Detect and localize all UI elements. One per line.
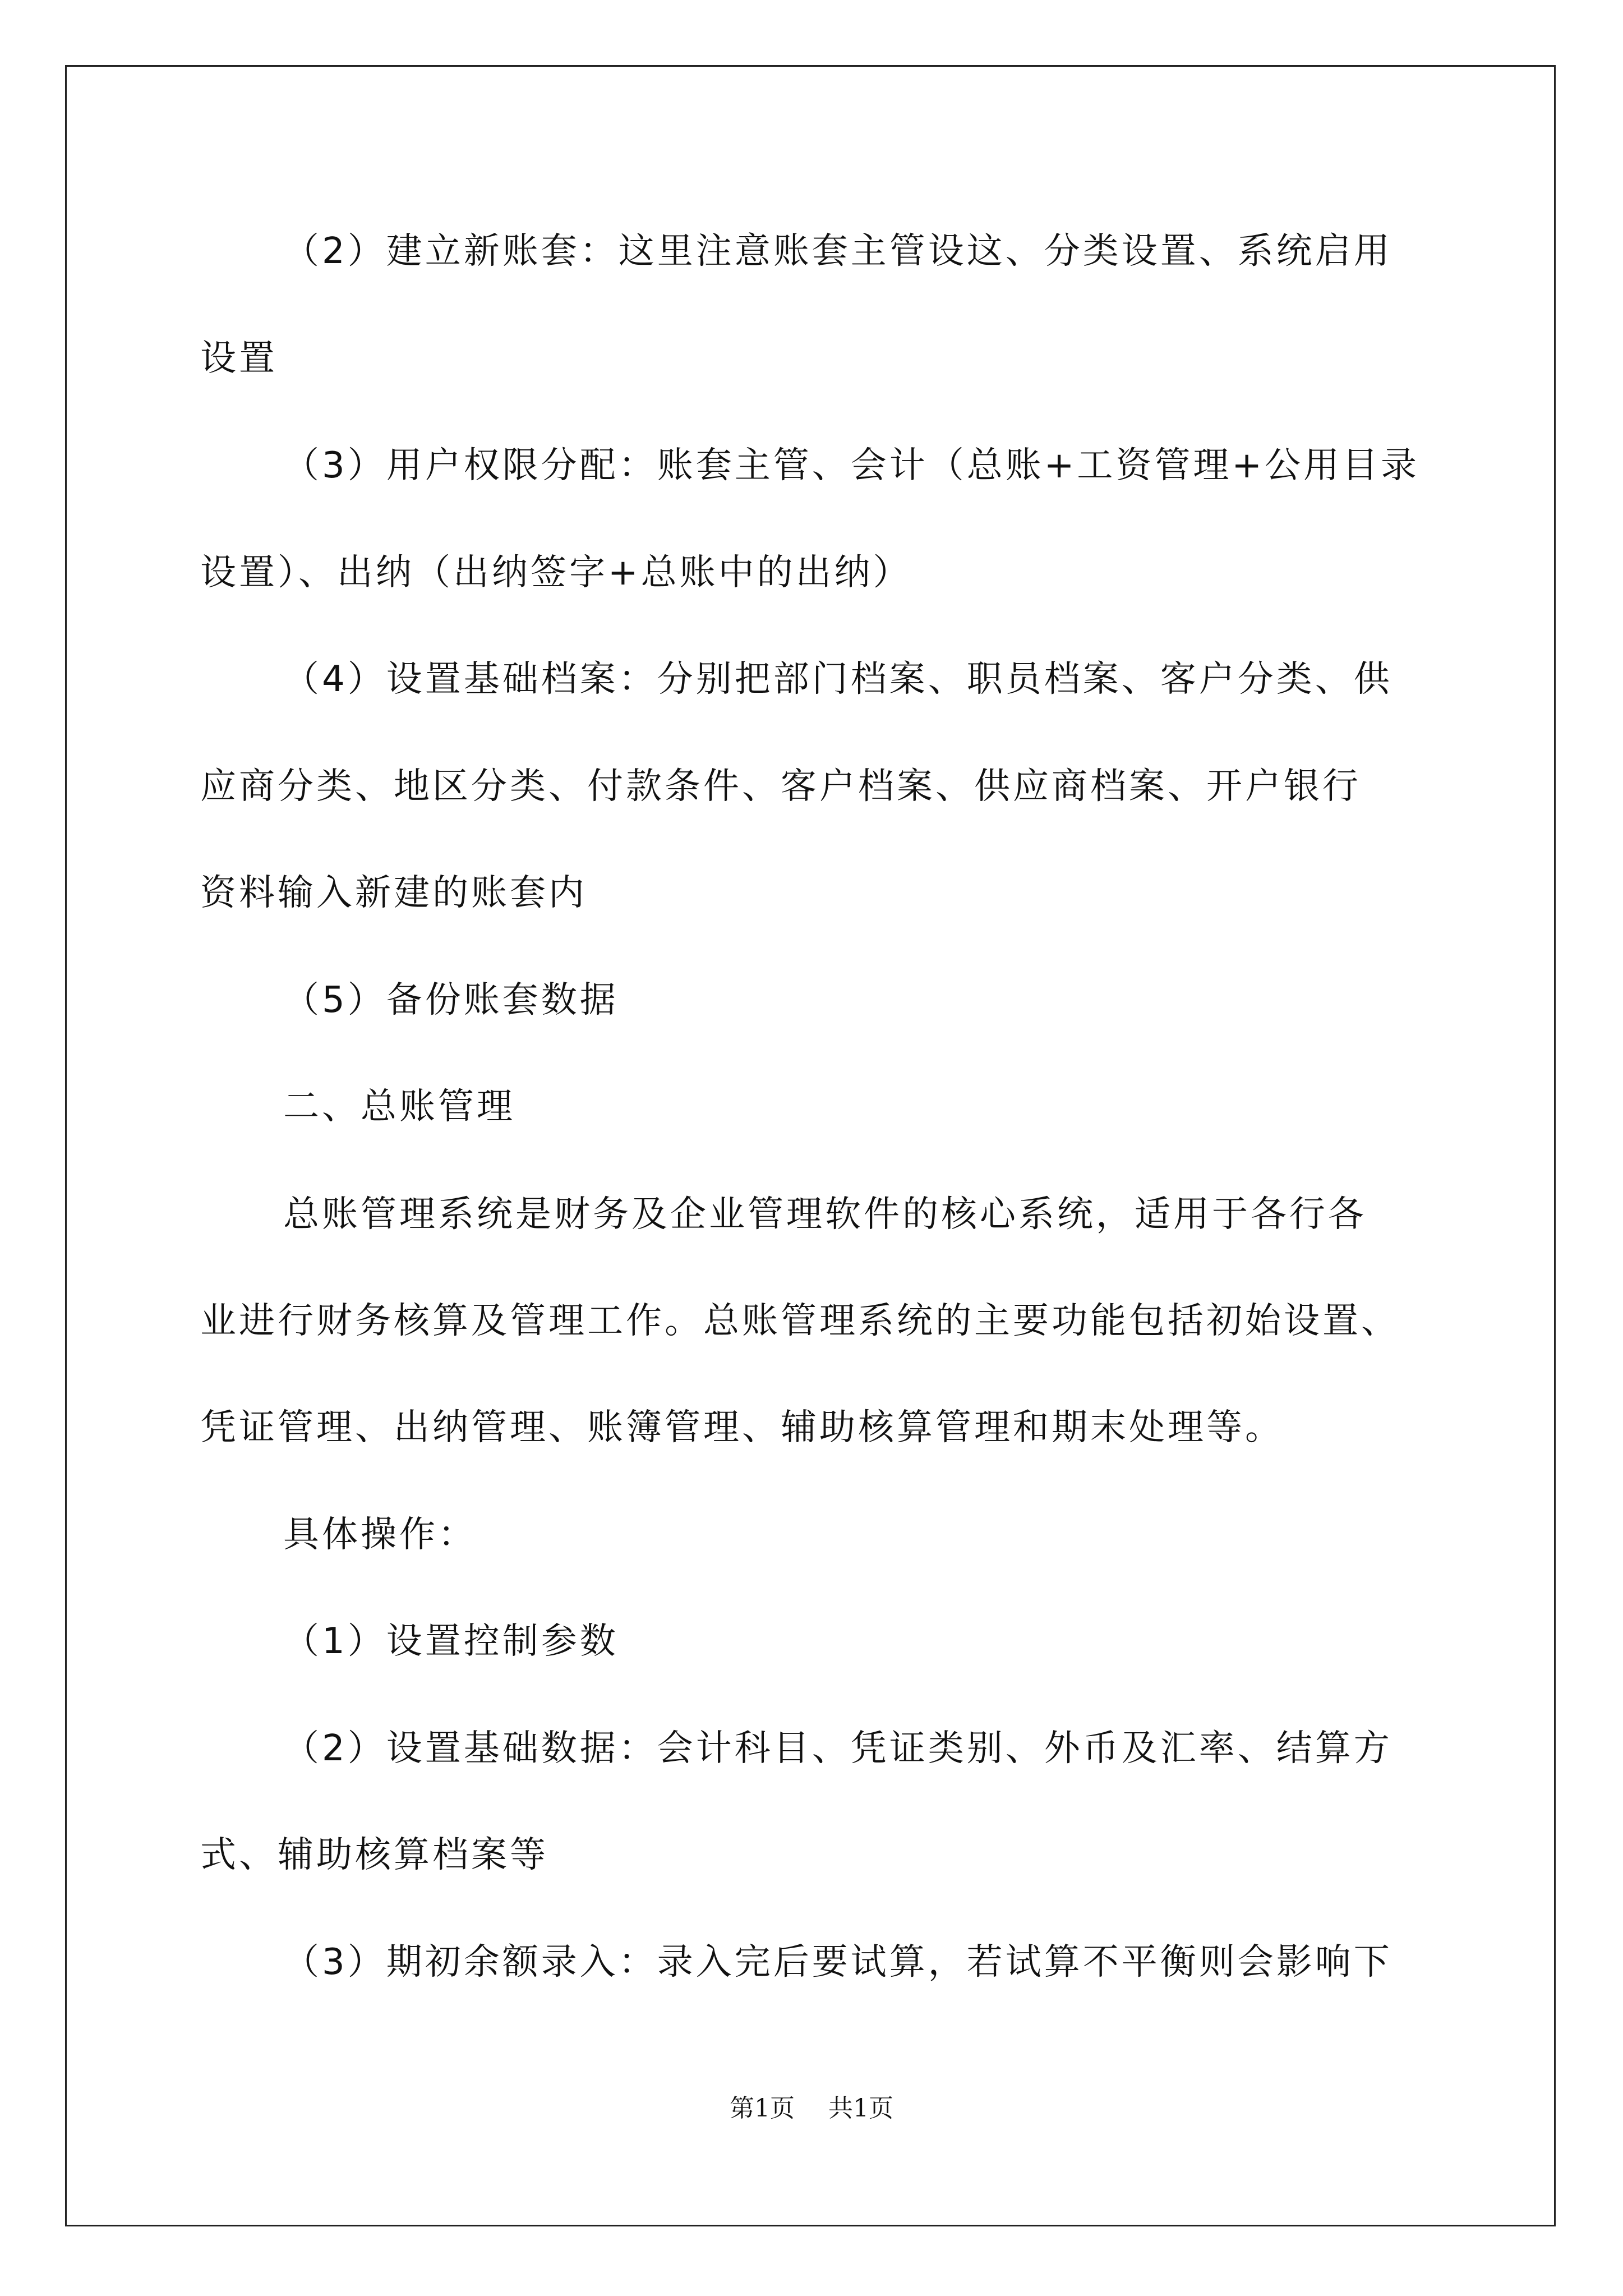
text-line: 具体操作： bbox=[283, 1514, 477, 1556]
page-number: 第1页 bbox=[730, 2094, 795, 2123]
text-line: 总账管理系统是财务及企业管理软件的核心系统，适用于各行各 bbox=[283, 1194, 1367, 1235]
page-border bbox=[65, 65, 1556, 2226]
section-heading: 二、总账管理 bbox=[283, 1086, 515, 1128]
text-line: 式、辅助核算档案等 bbox=[200, 1834, 548, 1876]
text-line: （3）期初余额录入：录入完后要试算，若试算不平衡则会影响下 bbox=[283, 1941, 1393, 1983]
text-line: 设置）、出纳（出纳签字+总账中的出纳） bbox=[200, 552, 912, 593]
text-line: （2）建立新账套：这里注意账套主管设这、分类设置、系统启用 bbox=[283, 231, 1393, 272]
text-line: （3）用户权限分配：账套主管、会计（总账+工资管理+公用目录 bbox=[283, 445, 1419, 486]
text-line: 业进行财务核算及管理工作。总账管理系统的主要功能包括初始设置、 bbox=[200, 1300, 1400, 1342]
text-line: 凭证管理、出纳管理、账簿管理、辅助核算管理和期末处理等。 bbox=[200, 1407, 1284, 1448]
text-line: 应商分类、地区分类、付款条件、客户档案、供应商档案、开户银行 bbox=[200, 766, 1361, 807]
text-line: 设置 bbox=[200, 338, 278, 379]
total-pages: 共1页 bbox=[828, 2094, 893, 2123]
text-line: （4）设置基础档案：分别把部门档案、职员档案、客户分类、供 bbox=[283, 659, 1393, 700]
text-line: 资料输入新建的账套内 bbox=[200, 872, 587, 914]
page-footer bbox=[0, 2096, 1623, 2121]
text-line: （2）设置基础数据：会计科目、凭证类别、外币及汇率、结算方 bbox=[283, 1728, 1393, 1769]
text-line: （1）设置控制参数 bbox=[283, 1621, 619, 1662]
text-line: （5）备份账套数据 bbox=[283, 979, 619, 1021]
